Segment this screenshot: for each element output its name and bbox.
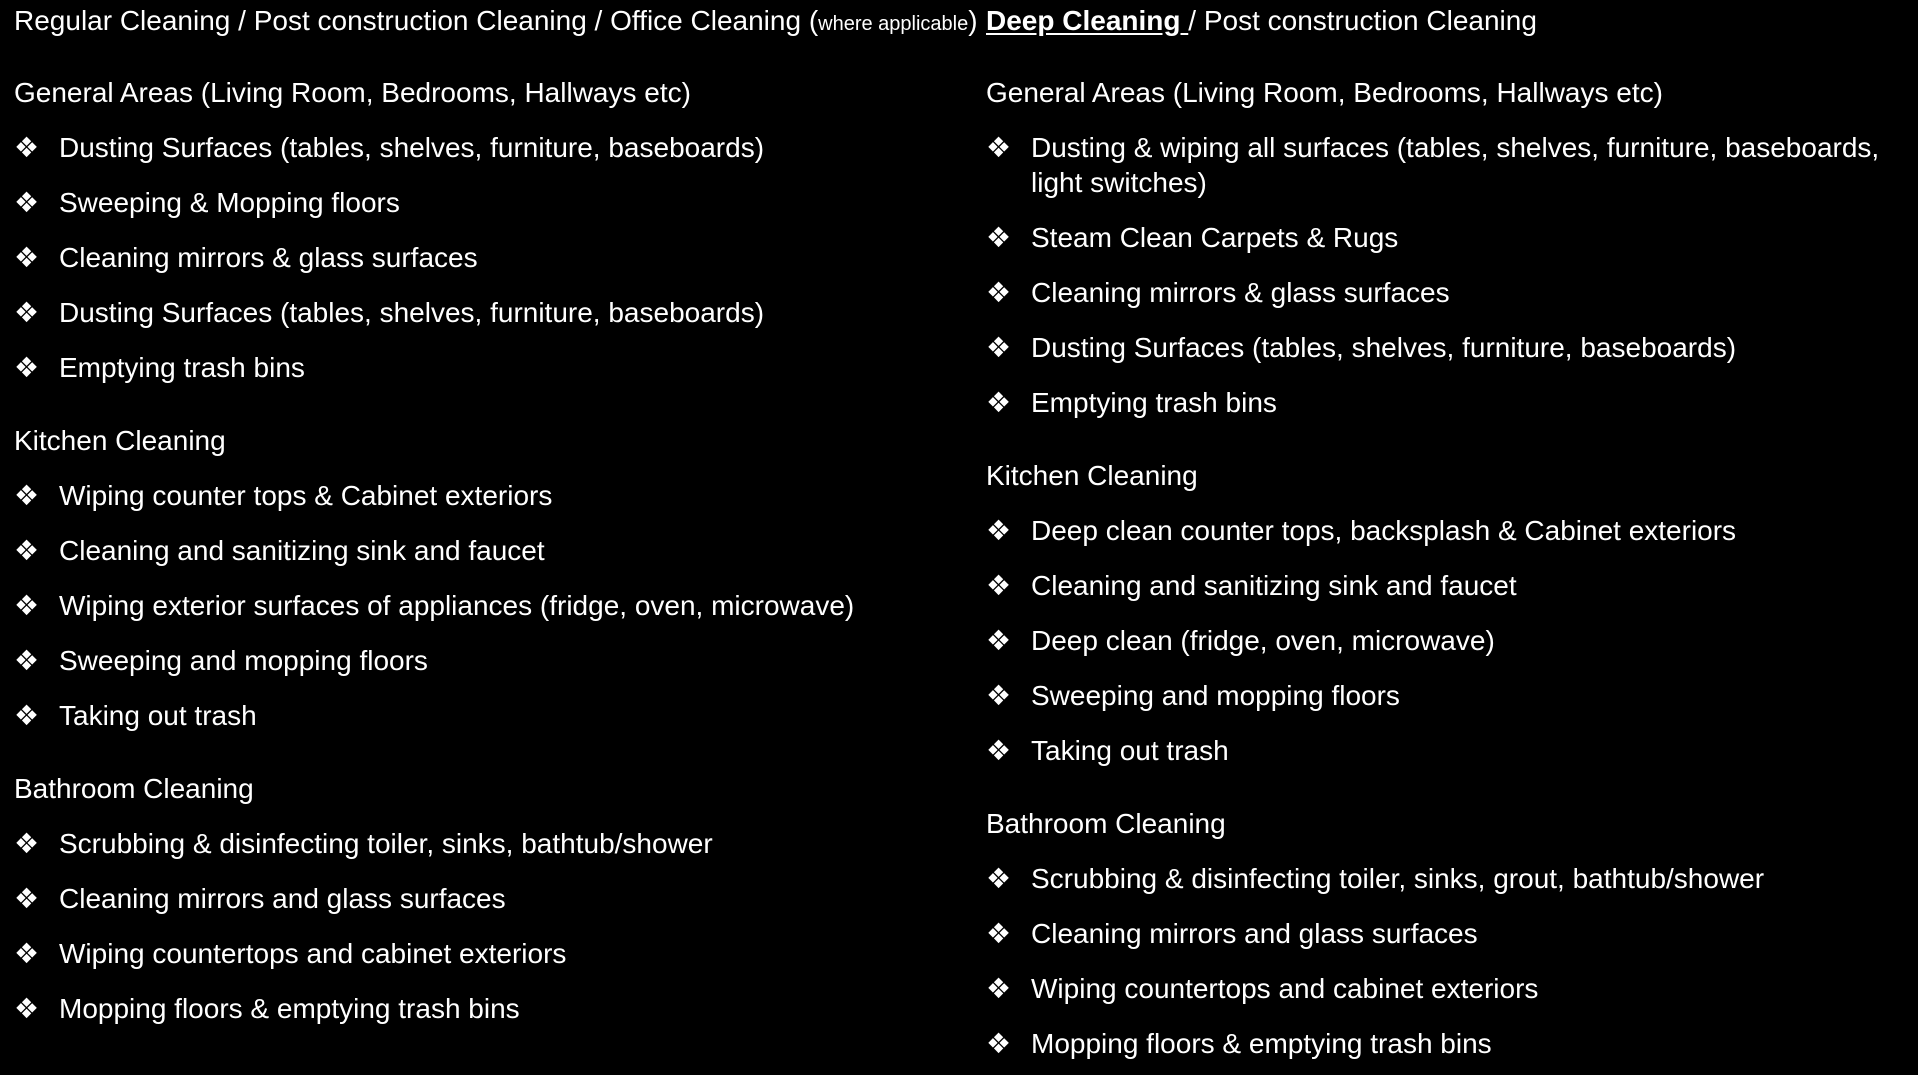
list-item — [14, 130, 974, 165]
list-item — [986, 971, 1911, 1006]
diamond-bullet-icon: ❖ — [14, 882, 40, 915]
diamond-bullet-icon: ❖ — [14, 351, 40, 384]
list-item-text: Mopping floors & emptying trash bins — [59, 993, 520, 1024]
diamond-bullet-icon: ❖ — [986, 972, 1012, 1005]
list-item-text: Sweeping and mopping floors — [1031, 680, 1400, 711]
diamond-bullet-icon: ❖ — [986, 221, 1012, 254]
list-item — [14, 533, 974, 568]
diamond-bullet-icon: ❖ — [986, 514, 1012, 547]
list-item-text: Cleaning mirrors and glass surfaces — [1031, 918, 1478, 949]
list-item-text: Deep clean counter tops, backsplash & Cabinet exteriors — [1031, 515, 1737, 546]
list-item-text: Wiping exterior surfaces of appliances (fridge, oven, microwave) — [59, 590, 855, 621]
title-deep-cleaning-emphasis: Deep Cleaning — [986, 5, 1189, 36]
list-item — [986, 130, 1911, 200]
list-item — [986, 220, 1911, 255]
diamond-bullet-icon: ❖ — [14, 241, 40, 274]
diamond-bullet-icon: ❖ — [986, 734, 1012, 767]
diamond-bullet-icon: ❖ — [14, 589, 40, 622]
title-rest: / Post construction Cleaning — [1188, 5, 1537, 36]
title-close-paren: ) — [968, 5, 978, 36]
diamond-bullet-icon: ❖ — [14, 992, 40, 1025]
task-list — [14, 826, 974, 1026]
list-item-text: Dusting Surfaces (tables, shelves, furniture, baseboards) — [1031, 332, 1737, 363]
list-item — [14, 881, 974, 916]
diamond-bullet-icon: ❖ — [986, 624, 1012, 657]
title-main: Regular Cleaning / Post construction Cleaning / Office Cleaning ( — [14, 5, 819, 36]
task-list — [14, 478, 974, 733]
section-heading: General Areas (Living Room, Bedrooms, Hallways etc) — [14, 77, 691, 108]
diamond-bullet-icon: ❖ — [986, 917, 1012, 950]
diamond-bullet-icon: ❖ — [986, 569, 1012, 602]
diamond-bullet-icon: ❖ — [986, 862, 1012, 895]
diamond-bullet-icon: ❖ — [14, 534, 40, 567]
regular-cleaning-title — [14, 0, 978, 42]
bathroom-cleaning-section — [14, 772, 974, 1026]
list-item — [14, 588, 974, 623]
list-item-text: Taking out trash — [59, 700, 257, 731]
list-item — [14, 936, 974, 971]
list-item-text: Deep clean (fridge, oven, microwave) — [1031, 625, 1495, 656]
list-item — [14, 350, 974, 385]
list-item-text: Sweeping & Mopping floors — [59, 187, 400, 218]
regular-cleaning-column — [14, 0, 978, 1026]
diamond-bullet-icon: ❖ — [986, 386, 1012, 419]
list-item-text: Taking out trash — [1031, 735, 1229, 766]
diamond-bullet-icon: ❖ — [14, 186, 40, 219]
section-heading: Kitchen Cleaning — [986, 460, 1198, 491]
list-item — [986, 568, 1911, 603]
deep-cleaning-title — [986, 0, 1911, 42]
list-item — [14, 295, 974, 330]
list-item — [986, 330, 1911, 365]
diamond-bullet-icon: ❖ — [986, 331, 1012, 364]
section-heading: Bathroom Cleaning — [986, 808, 1226, 839]
task-list — [986, 130, 1911, 420]
list-item-text: Cleaning and sanitizing sink and faucet — [59, 535, 545, 566]
general-areas-section — [986, 76, 1911, 420]
diamond-bullet-icon: ❖ — [14, 479, 40, 512]
list-item — [986, 513, 1911, 548]
list-item-text: Wiping counter tops & Cabinet exteriors — [59, 480, 553, 511]
diamond-bullet-icon: ❖ — [14, 296, 40, 329]
task-list — [986, 513, 1911, 768]
list-item — [14, 478, 974, 513]
list-item — [986, 861, 1911, 896]
list-item — [986, 1026, 1911, 1061]
list-item-text: Sweeping and mopping floors — [59, 645, 428, 676]
general-areas-section — [14, 76, 974, 385]
kitchen-cleaning-section — [14, 424, 974, 733]
list-item-text: Dusting Surfaces (tables, shelves, furniture, baseboards) — [59, 132, 765, 163]
list-item — [986, 385, 1911, 420]
list-item-text: Scrubbing & disinfecting toiler, sinks, grout, bathtub/shower — [1031, 863, 1765, 894]
list-item — [986, 733, 1911, 768]
list-item-text: Dusting Surfaces (tables, shelves, furniture, baseboards) — [59, 297, 765, 328]
diamond-bullet-icon: ❖ — [14, 699, 40, 732]
list-item — [14, 185, 974, 220]
list-item — [14, 826, 974, 861]
list-item-text: Cleaning and sanitizing sink and faucet — [1031, 570, 1517, 601]
list-item — [986, 275, 1911, 310]
diamond-bullet-icon: ❖ — [14, 827, 40, 860]
section-heading: General Areas (Living Room, Bedrooms, Hallways etc) — [986, 77, 1663, 108]
diamond-bullet-icon: ❖ — [986, 1027, 1012, 1060]
diamond-bullet-icon: ❖ — [986, 276, 1012, 309]
diamond-bullet-icon: ❖ — [14, 131, 40, 164]
list-item — [986, 916, 1911, 951]
list-item — [14, 698, 974, 733]
list-item — [14, 643, 974, 678]
kitchen-cleaning-section — [986, 459, 1911, 768]
list-item-text: Cleaning mirrors & glass surfaces — [1031, 277, 1450, 308]
bathroom-cleaning-section — [986, 807, 1911, 1061]
list-item — [14, 240, 974, 275]
diamond-bullet-icon: ❖ — [14, 644, 40, 677]
list-item — [986, 678, 1911, 713]
title-where-applicable: where applicable — [818, 13, 969, 35]
task-list — [14, 130, 974, 385]
list-item-text: Cleaning mirrors and glass surfaces — [59, 883, 506, 914]
list-item-text: Mopping floors & emptying trash bins — [1031, 1028, 1492, 1059]
list-item — [14, 991, 974, 1026]
diamond-bullet-icon: ❖ — [986, 679, 1012, 712]
list-item-text: Wiping countertops and cabinet exteriors — [59, 938, 567, 969]
list-item-text: Scrubbing & disinfecting toiler, sinks, bathtub/shower — [59, 828, 713, 859]
task-list — [986, 861, 1911, 1061]
deep-cleaning-column — [986, 0, 1911, 1061]
list-item-text: Cleaning mirrors & glass surfaces — [59, 242, 478, 273]
diamond-bullet-icon: ❖ — [986, 131, 1012, 164]
list-item-text: Steam Clean Carpets & Rugs — [1031, 222, 1399, 253]
section-heading: Bathroom Cleaning — [14, 773, 254, 804]
list-item-text: Emptying trash bins — [1031, 387, 1277, 418]
list-item-text: Emptying trash bins — [59, 352, 305, 383]
section-heading: Kitchen Cleaning — [14, 425, 226, 456]
list-item — [986, 623, 1911, 658]
diamond-bullet-icon: ❖ — [14, 937, 40, 970]
list-item-text: Dusting & wiping all surfaces (tables, shelves, furniture, baseboards, light switches) — [1031, 132, 1880, 198]
list-item-text: Wiping countertops and cabinet exteriors — [1031, 973, 1539, 1004]
